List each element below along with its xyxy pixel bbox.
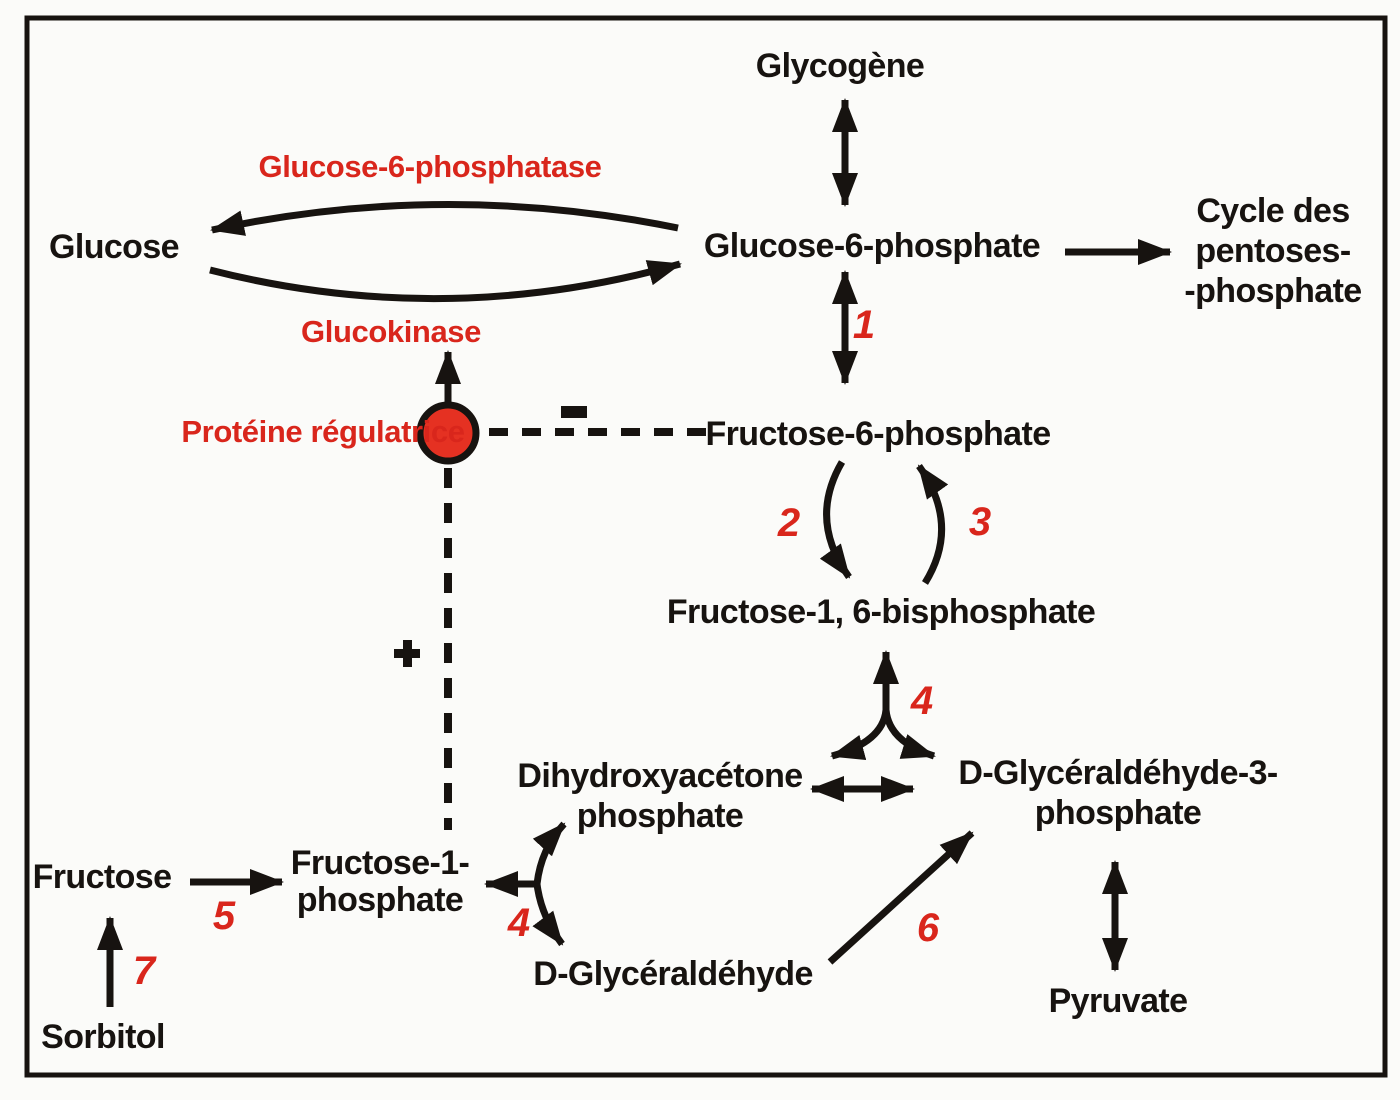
- y-branch-down-glyceraldehyde: [537, 884, 562, 944]
- step-number-1: 1: [852, 303, 876, 347]
- label-glucokinase: Glucokinase: [301, 314, 481, 349]
- label-pentose-line1: Cycle des: [1196, 192, 1350, 230]
- label-pentose-line2: pentoses-: [1195, 232, 1351, 270]
- label-glucose-6-phosphate: Glucose-6-phosphate: [703, 227, 1041, 265]
- label-glycogen: Glycogène: [755, 47, 925, 85]
- y-branch-dhap: [832, 710, 886, 756]
- label-fructose: Fructose: [32, 858, 172, 896]
- label-ga3p-line1: D-Glycéraldéhyde-3-: [958, 754, 1278, 792]
- label-regulatory-protein: [181, 415, 464, 449]
- label-dhap-line1: Dihydroxyacétone: [517, 757, 803, 795]
- arrow-f6p-to-f16bp: [827, 462, 849, 577]
- label-glyceraldehyde-3-phosphate: [958, 753, 1277, 833]
- label-pentose-phosphate-cycle: [1184, 191, 1361, 311]
- label-dhap-line2: phosphate: [576, 797, 744, 835]
- label-ga3p-line2: phosphate: [1034, 794, 1202, 832]
- minus-icon: [561, 406, 587, 418]
- arrow-f16bp-to-f6p: [919, 466, 942, 583]
- label-regprotein-line1: Protéine: [181, 414, 303, 449]
- arrow-glucose-to-g6p: [210, 264, 680, 299]
- step-number-4-lower: 4: [507, 901, 531, 945]
- step-number-6: 6: [916, 906, 940, 950]
- label-regprotein-line2: régulatrice: [310, 414, 465, 449]
- step-number-4-upper: 4: [910, 679, 934, 723]
- label-dihydroxyacetone-phosphate: [517, 756, 802, 836]
- label-pyruvate: Pyruvate: [1048, 982, 1188, 1020]
- plus-icon: [394, 640, 420, 667]
- label-sorbitol: Sorbitol: [41, 1018, 165, 1056]
- label-f1p-line1: Fructose-1-: [290, 844, 470, 882]
- label-glucose-6-phosphatase: Glucose-6-phosphatase: [258, 149, 602, 184]
- label-f1p-line2: phosphate: [296, 881, 464, 919]
- step-number-5: 5: [212, 894, 236, 938]
- arrow-g6p-to-glucose: [212, 204, 678, 230]
- step-number-3: 3: [968, 500, 992, 544]
- arrow-glyceraldehyde-ga3p: [830, 833, 972, 962]
- label-d-glyceraldehyde: D-Glycéraldéhyde: [533, 955, 813, 993]
- label-fructose-1-phosphate: [291, 845, 470, 919]
- step-number-7: 7: [132, 949, 156, 993]
- label-pentose-line3: -phosphate: [1184, 272, 1362, 310]
- label-glucose: Glucose: [49, 228, 179, 266]
- label-fructose-6-phosphate: Fructose-6-phosphate: [705, 415, 1051, 453]
- label-fructose-16-bisphosphate: Fructose-1, 6-bisphosphate: [666, 593, 1096, 631]
- step-number-2: 2: [777, 501, 801, 545]
